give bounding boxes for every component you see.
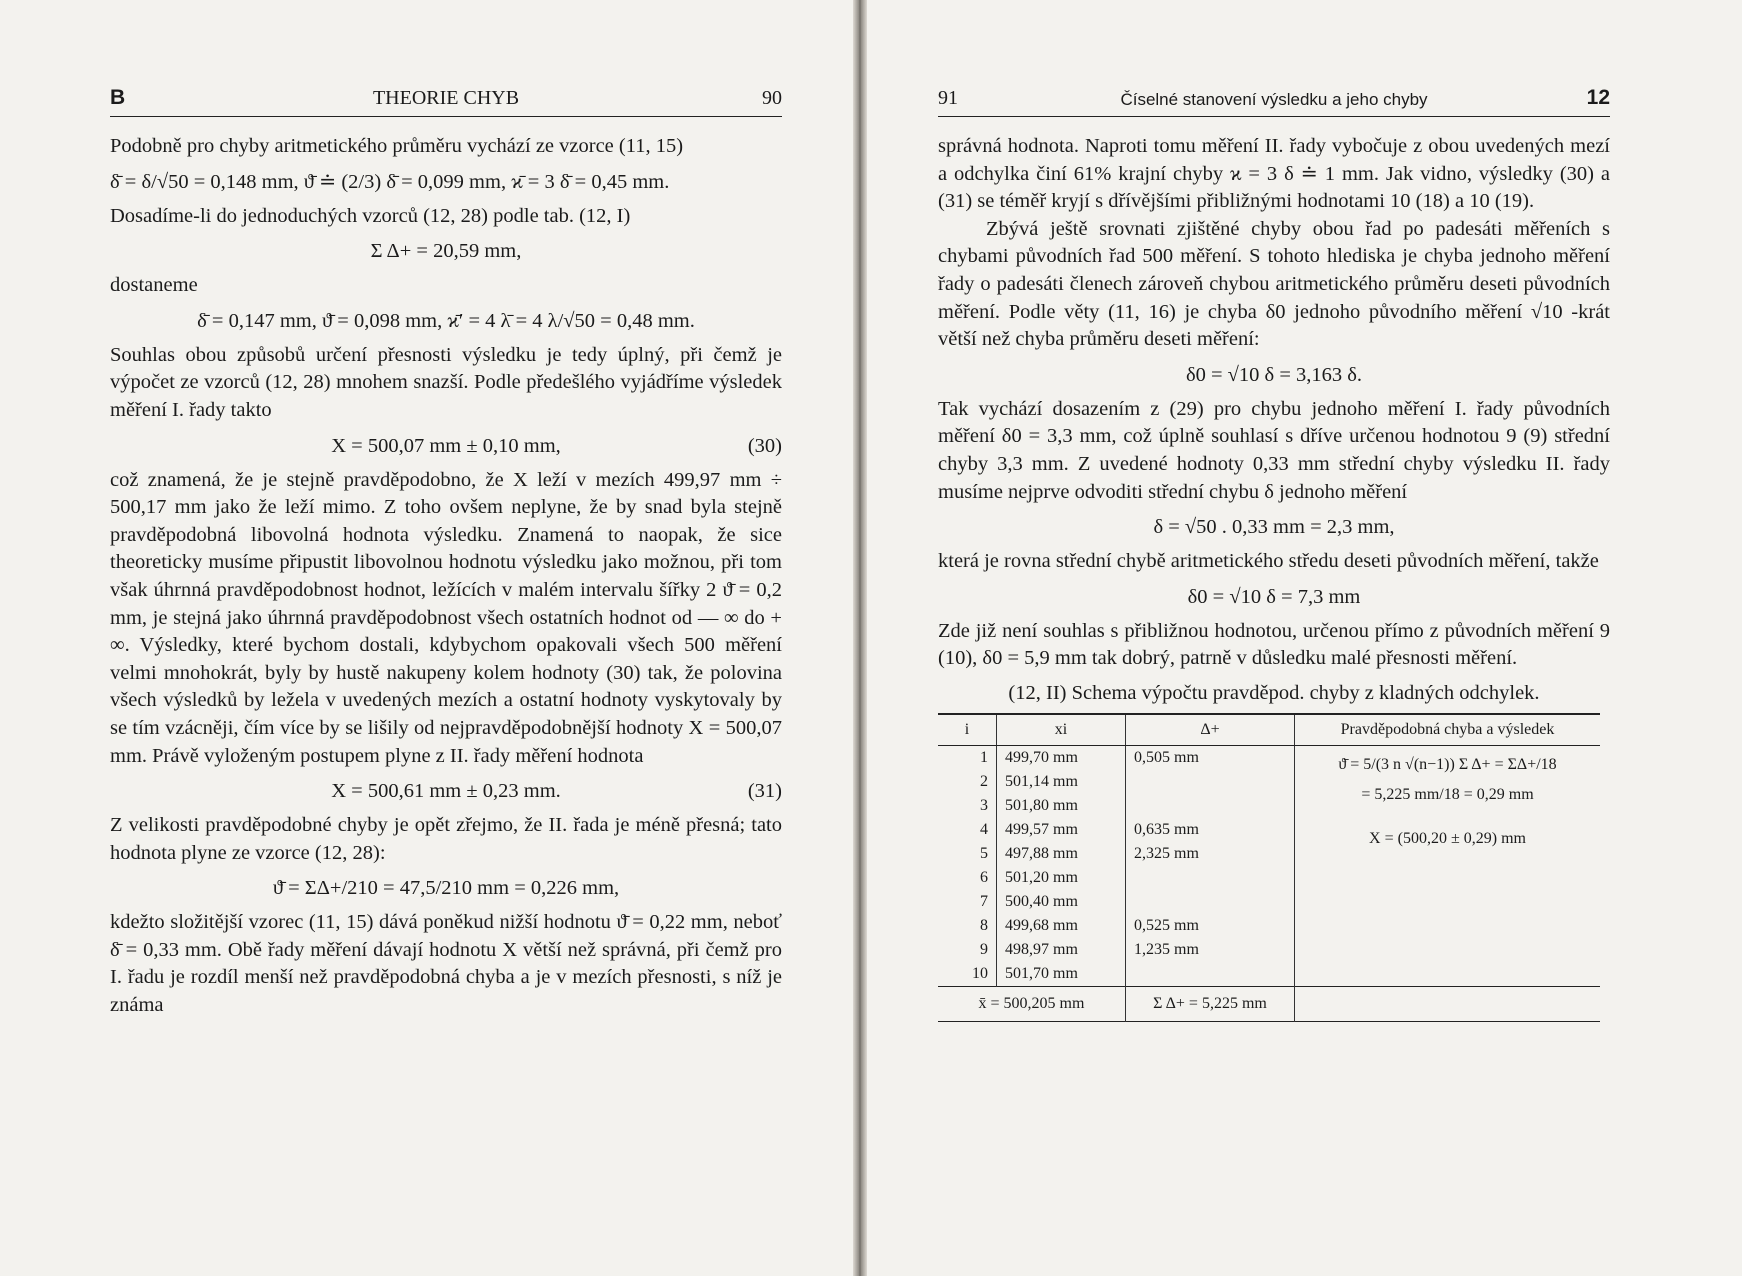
cell-i: 2 [980, 772, 988, 790]
equation: δ0 = √10 δ = 3,163 δ. [1185, 363, 1363, 386]
formula-probable-error: ϑ̄ = 5/(3 n √(n−1)) Σ Δ+ = ΣΔ+/18 [1338, 755, 1557, 773]
column-header-result: Pravděpodobná chyba a výsledek [1295, 714, 1601, 746]
cell-delta [1126, 962, 1295, 987]
cell-x: 499,70 mm [997, 745, 1126, 770]
paragraph: což znamená, že je stejně pravděpodobno, že X leží v mezích 499,97 mm ÷ 500,17 mm jako že leží mimo. Z toho ovšem neplyne, že by snad byla stejně pravděpodobná libovolná hodnota výsledku. Znamená to naopak, že sice theoreticky musíme připustit libovolnou hodnotu výsledku jako možnou, při tom však úhrnná pravděpodobnost hodnot, ležících v malém intervalu šířky 2 ϑ̄ = 0,2 mm, je stejná jako úhrnná pravděpodobnost všech ostatních hodnot od — ∞ do + ∞. Výsledky, které bychom dostali, kdybychom opakovali všech 500 měření velmi mnohokrát, byly by hustě nakupeny kolem hodnoty (30) tak, že polovina všech výsledků by ležela v uvedených mezích a ostatní hodnoty vyskytovaly by se tím vzácněji, čím více by se lišily od nejpravděpodobnější hodnoty X = 500,07 mm. Právě vyloženým postupem plyne z II. řady měření hodnota [110, 468, 782, 767]
paragraph: Z velikosti pravděpodobné chyby je opět zřejmo, že II. řada je méně přesná; tato hodnota plyne ze vzorce (12, 28): [110, 814, 782, 864]
table-row [938, 745, 1600, 770]
cell-i: 1 [980, 748, 988, 766]
cell-delta: 0,525 mm [1126, 914, 1295, 938]
cell-i: 8 [980, 916, 988, 934]
paragraph: správná hodnota. Naproti tomu měření II. řady vybočuje z obou uvedených mezí a odchylka činí 61% krajní chyby ϰ = 3 δ ≐ 1 mm. Jak vidno, výsledky (30) a (31) se téměř kryjí s dřívějšími přibližnými hodnotami 10 (18) a 10 (19). [938, 135, 1610, 213]
column-header-i: i [938, 714, 997, 746]
cell-i: 5 [980, 844, 988, 862]
cell-x: 497,88 mm [997, 842, 1126, 866]
paragraph: dostaneme [110, 274, 198, 297]
right-page-header [938, 78, 1610, 117]
paragraph: Dosadíme-li do jednoduchých vzorců (12, 28) podle tab. (12, I) [110, 204, 631, 227]
formula-value: = 5,225 mm/18 = 0,29 mm [1361, 785, 1534, 803]
cell-i: 7 [980, 892, 988, 910]
cell-delta: 0,635 mm [1126, 818, 1295, 842]
paragraph: kdežto složitější vzorec (11, 15) dává poněkud nižší hodnotu ϑ̄ = 0,22 mm, neboť δ̄ = 0,33 mm. Obě řady měření dávají hodnotu X větší než správná, při čemž pro I. řadu je rozdíl menší než pravděpodobná chyba a je v mezích přesnosti, s níž je známa [110, 911, 782, 1017]
equation-31 [110, 774, 782, 808]
cell-x: 501,70 mm [997, 962, 1126, 987]
cell-x: 499,68 mm [997, 914, 1126, 938]
running-title: THEORIE CHYB [372, 87, 520, 109]
paragraph: která je rovna střední chybě aritmetického středu deseti původních měření, takže [938, 550, 1599, 573]
cell-x: 501,80 mm [997, 794, 1126, 818]
cell-i: 3 [980, 796, 988, 814]
book-gutter [853, 0, 867, 1276]
right-page [938, 78, 1610, 1276]
data-table [938, 713, 1600, 1022]
cell-i: 9 [980, 940, 988, 958]
cell-x: 499,57 mm [997, 818, 1126, 842]
cell-x: 498,97 mm [997, 938, 1126, 962]
formula-result: X = (500,20 ± 0,29) mm [1369, 829, 1526, 847]
column-header-delta: Δ+ [1126, 714, 1295, 746]
cell-delta: 1,235 mm [1126, 938, 1295, 962]
equation-text: X = 500,07 mm ± 0,10 mm, [331, 434, 561, 457]
footer-empty [1295, 986, 1601, 1021]
cell-delta [1126, 890, 1295, 914]
table-caption: (12, II) Schema výpočtu pravděpod. chyby z kladných odchylek. [1008, 681, 1540, 704]
table-footer-row [938, 986, 1600, 1021]
paragraph: Zbývá ještě srovnati zjištěné chyby obou řad po padesáti měřeních s chybami původních řad 500 měření. S tohoto hlediska je chyba jednoho měření řady o padesáti členech zároveň chybou aritmetického průměru deseti původních měření. Podle věty (11, 16) je chyba δ0 jednoho původního měření √10 -krát větší než chyba průměru deseti měření: [938, 217, 1610, 351]
equation-30 [110, 429, 782, 463]
cell-x: 500,40 mm [997, 890, 1126, 914]
equation: δ0 = √10 δ = 7,3 mm [1187, 585, 1361, 608]
table-header-row [938, 714, 1600, 746]
footer-mean: x̄ = 500,205 mm [938, 986, 1126, 1021]
column-header-xi: xi [997, 714, 1126, 746]
cell-delta: 0,505 mm [1126, 745, 1295, 770]
chapter-letter: B [110, 86, 126, 109]
left-page-header [110, 78, 782, 117]
running-title: Číselné stanovení výsledku a jeho chyby [1120, 90, 1428, 109]
equation: δ̄ = δ/√50 = 0,148 mm, ϑ̄ ≐ (2/3) δ̄ = 0,099 mm, ϰ̄ = 3 δ̄ = 0,45 mm. [110, 170, 670, 193]
page-number: 90 [762, 87, 782, 109]
equation: δ̄ = 0,147 mm, ϑ̄ = 0,098 mm, ϰ̄′ = 4 λ̄ = 4 λ/√50 = 0,48 mm. [197, 309, 695, 332]
equation-text: X = 500,61 mm ± 0,23 mm. [331, 780, 561, 803]
equation: ϑ̄ = ΣΔ+/210 = 47,5/210 mm = 0,226 mm, [272, 877, 620, 900]
page-number: 91 [938, 87, 958, 109]
cell-delta [1126, 794, 1295, 818]
equation-number: (31) [747, 780, 782, 803]
cell-delta [1126, 866, 1295, 890]
paragraph: Tak vychází dosazením z (29) pro chybu jednoho měření I. řady původních měření δ0 = 3,3 mm, což úplně souhlasí s dříve určenou hodnotou 9 (9) střední chyby 3,3 mm. Z uvedené hodnoty 0,33 mm střední chyby výsledku II. řady musíme nejprve odvoditi střední chybu δ jednoho měření [938, 397, 1610, 503]
cell-i: 6 [980, 868, 988, 886]
cell-i: 4 [980, 820, 988, 838]
formula-cell [1295, 745, 1601, 986]
cell-x: 501,14 mm [997, 770, 1126, 794]
left-page [110, 78, 782, 1276]
equation: Σ Δ+ = 20,59 mm, [370, 240, 522, 263]
footer-sum: Σ Δ+ = 5,225 mm [1126, 986, 1295, 1021]
paragraph: Podobně pro chyby aritmetického průměru vychází ze vzorce (11, 15) [110, 135, 684, 157]
cell-i: 10 [972, 964, 988, 982]
equation: δ = √50 . 0,33 mm = 2,3 mm, [1153, 516, 1395, 539]
cell-delta: 2,325 mm [1126, 842, 1295, 866]
paragraph: Souhlas obou způsobů určení přesnosti výsledku je tedy úplný, při čemž je výpočet ze vzorců (12, 28) mnohem snazší. Podle předešlého vyjádříme výsledek měření I. řady takto [110, 343, 782, 421]
cell-delta [1126, 770, 1295, 794]
paragraph: Zde již není souhlas s přibližnou hodnotou, určenou přímo z původních měření 9 (10), δ0 = 5,9 mm tak dobrý, patrně v důsledku malé přesnosti měření. [938, 619, 1610, 670]
cell-x: 501,20 mm [997, 866, 1126, 890]
section-number: 12 [1586, 86, 1610, 109]
equation-number: (30) [747, 434, 782, 457]
